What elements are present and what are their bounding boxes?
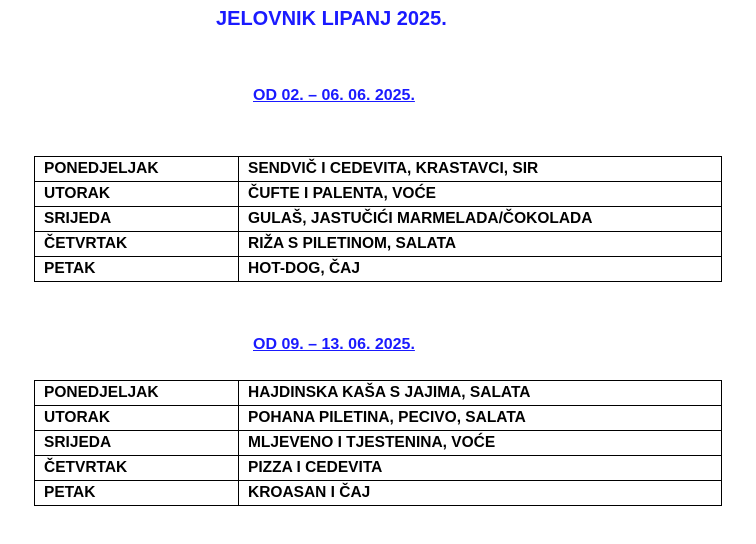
meal-cell: POHANA PILETINA, PECIVO, SALATA xyxy=(239,406,722,431)
day-cell: UTORAK xyxy=(35,182,239,207)
meal-cell: HOT-DOG, ČAJ xyxy=(239,257,722,282)
meal-cell: HAJDINSKA KAŠA S JAJIMA, SALATA xyxy=(239,381,722,406)
week-2-menu-table xyxy=(34,380,722,506)
table-row xyxy=(35,431,722,456)
day-cell: ČETVRTAK xyxy=(35,456,239,481)
week-2-heading: OD 09. – 13. 06. 2025. xyxy=(253,336,415,353)
table-row xyxy=(35,232,722,257)
page-title: JELOVNIK LIPANJ 2025. xyxy=(216,8,447,30)
table-row xyxy=(35,257,722,282)
meal-cell: SENDVIČ I CEDEVITA, KRASTAVCI, SIR xyxy=(239,157,722,182)
meal-cell: KROASAN I ČAJ xyxy=(239,481,722,506)
meal-cell: PIZZA I CEDEVITA xyxy=(239,456,722,481)
table-row xyxy=(35,157,722,182)
day-cell: SRIJEDA xyxy=(35,431,239,456)
meal-cell: MLJEVENO I TJESTENINA, VOĆE xyxy=(239,431,722,456)
day-cell: UTORAK xyxy=(35,406,239,431)
day-cell: PETAK xyxy=(35,481,239,506)
table-row xyxy=(35,456,722,481)
day-cell: PONEDJELJAK xyxy=(35,381,239,406)
table-row xyxy=(35,381,722,406)
week-1-heading: OD 02. – 06. 06. 2025. xyxy=(253,87,415,104)
day-cell: PETAK xyxy=(35,257,239,282)
week-1-menu-table xyxy=(34,156,722,282)
table-row xyxy=(35,406,722,431)
meal-cell: GULAŠ, JASTUČIĆI MARMELADA/ČOKOLADA xyxy=(239,207,722,232)
day-cell: SRIJEDA xyxy=(35,207,239,232)
table-row xyxy=(35,481,722,506)
meal-cell: ČUFTE I PALENTA, VOĆE xyxy=(239,182,722,207)
meal-cell: RIŽA S PILETINOM, SALATA xyxy=(239,232,722,257)
day-cell: PONEDJELJAK xyxy=(35,157,239,182)
day-cell: ČETVRTAK xyxy=(35,232,239,257)
table-row xyxy=(35,182,722,207)
table-row xyxy=(35,207,722,232)
